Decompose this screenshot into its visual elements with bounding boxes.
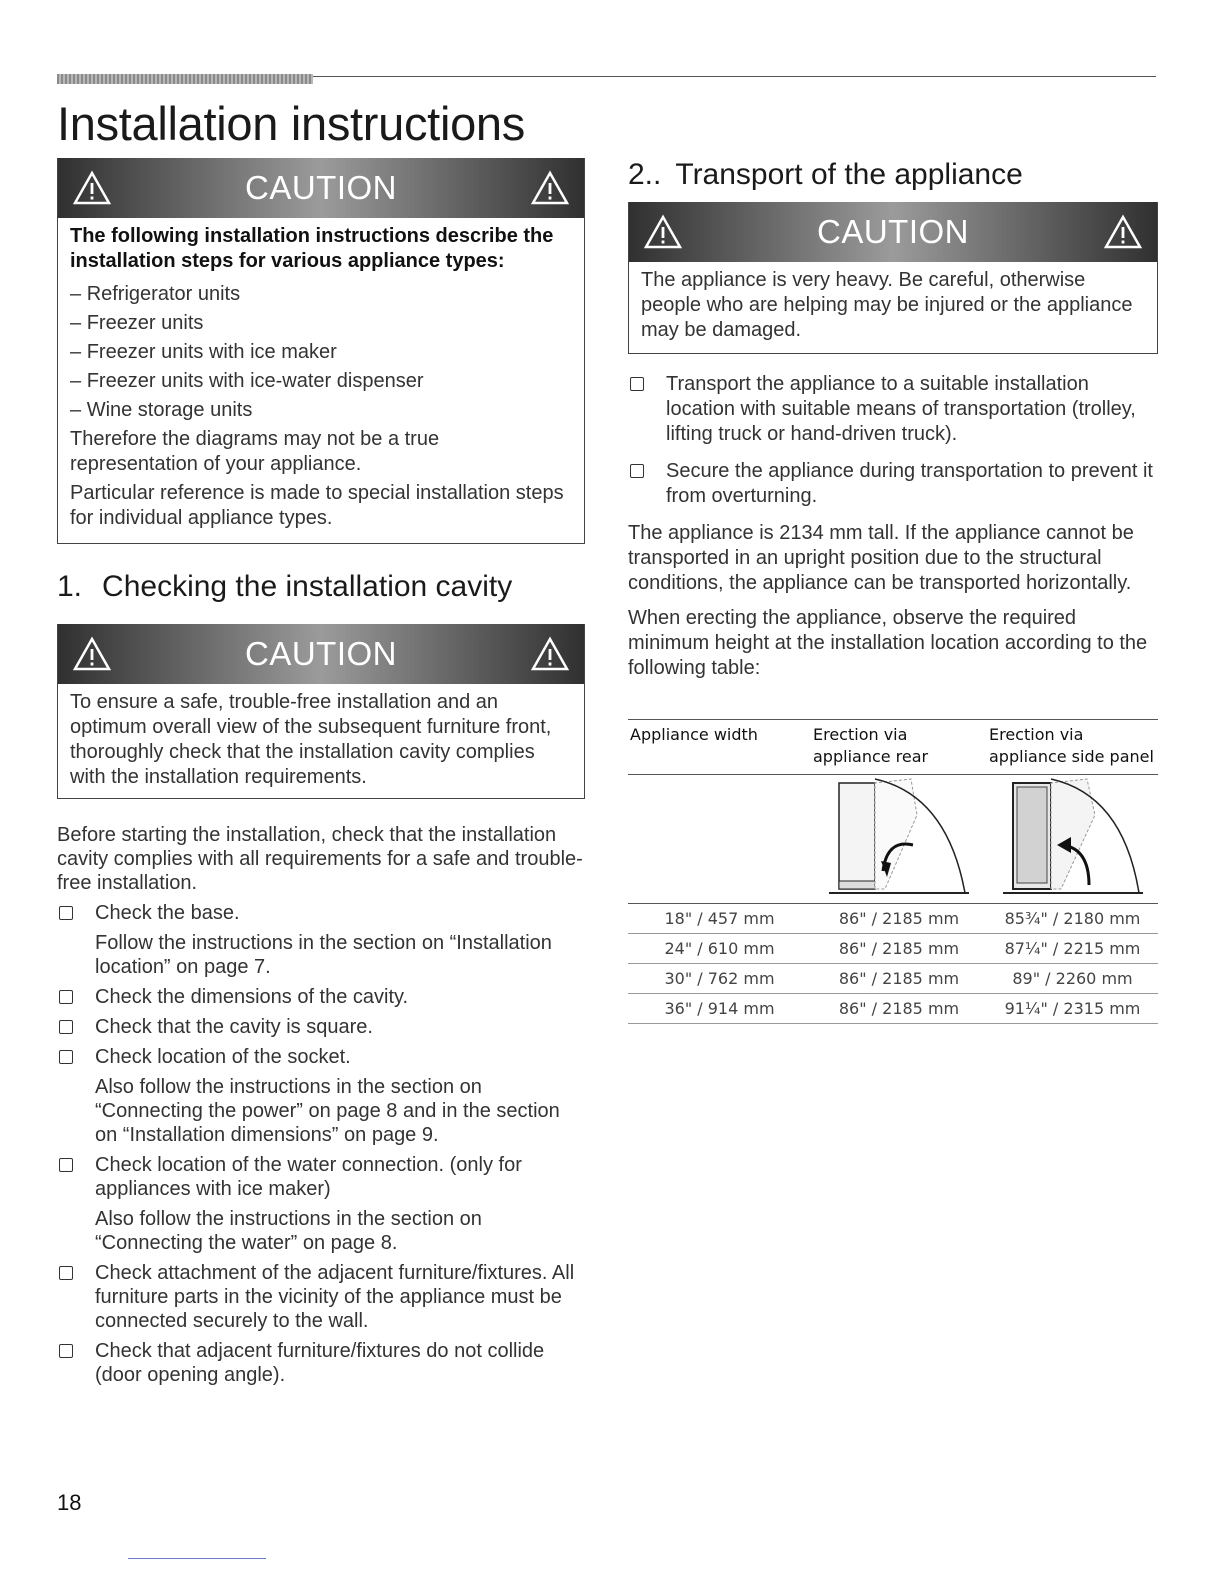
right-column [628, 158, 1158, 1024]
table-cell: 36" / 914 mm [628, 994, 811, 1024]
page-number: 18 [57, 1490, 82, 1515]
checklist-item: Secure the appliance during transportation to prevent it from overturning. [628, 459, 1158, 509]
caution-label: CAUTION [245, 635, 397, 672]
table-cell: 86" / 2185 mm [811, 934, 987, 964]
table-cell: 85¾" / 2180 mm [987, 904, 1158, 934]
erection-height-table [628, 719, 1158, 1024]
checkbox-icon [630, 377, 644, 391]
appliance-tilt-diagram [829, 775, 969, 899]
checkbox-icon [59, 1158, 73, 1172]
checkbox-icon [59, 1344, 73, 1358]
column-header: Appliance width [628, 720, 811, 775]
page-title: Installation instructions [57, 97, 525, 150]
checkbox-icon [59, 1050, 73, 1064]
warning-triangle-icon [530, 636, 570, 672]
caution-header [58, 158, 584, 218]
list-item: – Freezer units [70, 311, 572, 336]
section-1-heading [57, 570, 585, 604]
left-column [57, 158, 585, 1387]
column-header: Erection via appliance side panel [987, 720, 1158, 775]
table-row [628, 994, 1158, 1024]
table-cell: 86" / 2185 mm [811, 904, 987, 934]
list-item: – Freezer units with ice-water dispenser [70, 369, 572, 394]
table-cell: 87¼" / 2215 mm [987, 934, 1158, 964]
checklist-item: Check location of the socket. Also follow the instructions in the section on “Connecting the power” on page 8 and in the section on “Installation dimensions” on page 9. [57, 1045, 585, 1147]
table-header-row [628, 720, 1158, 775]
caution-text: The appliance is very heavy. Be careful, otherwise people who are helping may be injured or the appliance may be damaged. [641, 269, 1133, 341]
checklist-item: Check the dimensions of the cavity. [57, 985, 585, 1009]
column-header: Erection via appliance rear [811, 720, 987, 775]
section-number: 1. [57, 570, 83, 603]
caution-header [58, 624, 584, 684]
cavity-checklist [57, 901, 585, 1387]
footer-rule [128, 1558, 266, 1559]
warning-triangle-icon [72, 636, 112, 672]
section-2-heading [628, 158, 1158, 192]
table-cell: 86" / 2185 mm [811, 964, 987, 994]
checklist-item: Check the base. Follow the instructions in the section on “Installation location” on page 7. [57, 901, 585, 979]
section-number: 2.. [628, 158, 662, 191]
table-cell: 18" / 457 mm [628, 904, 811, 934]
section-title: Transport of the appliance [675, 158, 1023, 191]
table-row [628, 904, 1158, 934]
table-cell: 86" / 2185 mm [811, 994, 987, 1024]
transport-checklist [628, 372, 1158, 509]
checkbox-icon [59, 1020, 73, 1034]
warning-triangle-icon [1103, 214, 1143, 250]
checkbox-icon [59, 906, 73, 920]
checkbox-icon [59, 990, 73, 1004]
caution-text: To ensure a safe, trouble-free installation and an optimum overall view of the subsequent furniture front, thoroughly check that the installation cavity complies with the installation requirements. [70, 691, 552, 788]
checklist-item: Check location of the water connection. (only for appliances with ice maker) Also follow the instructions in the section on “Connecting the water” on page 8. [57, 1153, 585, 1255]
section-2-caution-box [628, 202, 1158, 354]
side-erection-diagram [987, 775, 1158, 904]
list-item: – Refrigerator units [70, 282, 572, 307]
caution-label: CAUTION [245, 169, 397, 206]
checklist-item: Check that the cavity is square. [57, 1015, 585, 1039]
caution-body [629, 262, 1157, 353]
caution-note: Particular reference is made to special installation steps for individual appliance types. [70, 482, 564, 529]
header-rule-shaded [57, 74, 313, 84]
table-cell: 24" / 610 mm [628, 934, 811, 964]
header-rule [313, 76, 1156, 77]
checklist-item: Check attachment of the adjacent furniture/fixtures. All furniture parts in the vicinity of the appliance must be connected securely to the wall. [57, 1261, 585, 1333]
checklist-item: Check that adjacent furniture/fixtures do not collide (door opening angle). [57, 1339, 585, 1387]
intro-caution-box [57, 158, 585, 544]
table-cell: 30" / 762 mm [628, 964, 811, 994]
caution-header [629, 202, 1157, 262]
list-item: – Freezer units with ice maker [70, 340, 572, 365]
table-cell: 89" / 2260 mm [987, 964, 1158, 994]
table-row [628, 964, 1158, 994]
caution-note: Therefore the diagrams may not be a true representation of your appliance. [70, 428, 440, 475]
caution-body [58, 218, 584, 543]
empty-cell [628, 775, 811, 904]
checkbox-icon [59, 1266, 73, 1280]
checkbox-icon [630, 464, 644, 478]
section-1-caution-box [57, 624, 585, 799]
transport-para: The appliance is 2134 mm tall. If the appliance cannot be transported in an upright position due to the structural conditions, the appliance can be transported horizontally. [628, 522, 1134, 594]
warning-triangle-icon [72, 170, 112, 206]
caution-label: CAUTION [817, 213, 969, 250]
table-row [628, 934, 1158, 964]
rear-erection-diagram [811, 775, 987, 904]
appliance-type-list [70, 282, 572, 423]
appliance-tilt-diagram [1003, 775, 1143, 899]
list-item: – Wine storage units [70, 398, 572, 423]
warning-triangle-icon [643, 214, 683, 250]
transport-para: When erecting the appliance, observe the required minimum height at the installation location according to the following table: [628, 607, 1148, 679]
warning-triangle-icon [530, 170, 570, 206]
caution-body [58, 684, 584, 798]
section-title: Checking the installation cavity [102, 570, 513, 603]
caution-lead: The following installation instructions describe the installation steps for various appliance types: [70, 225, 554, 272]
table-cell: 91¼" / 2315 mm [987, 994, 1158, 1024]
diagram-row [628, 775, 1158, 904]
section-1-intro: Before starting the installation, check that the installation cavity complies with all requirements for a safe and trouble-free installation. [57, 824, 583, 894]
checklist-item: Transport the appliance to a suitable installation location with suitable means of transportation (trolley, lifting truck or hand-driven truck). [628, 372, 1158, 447]
